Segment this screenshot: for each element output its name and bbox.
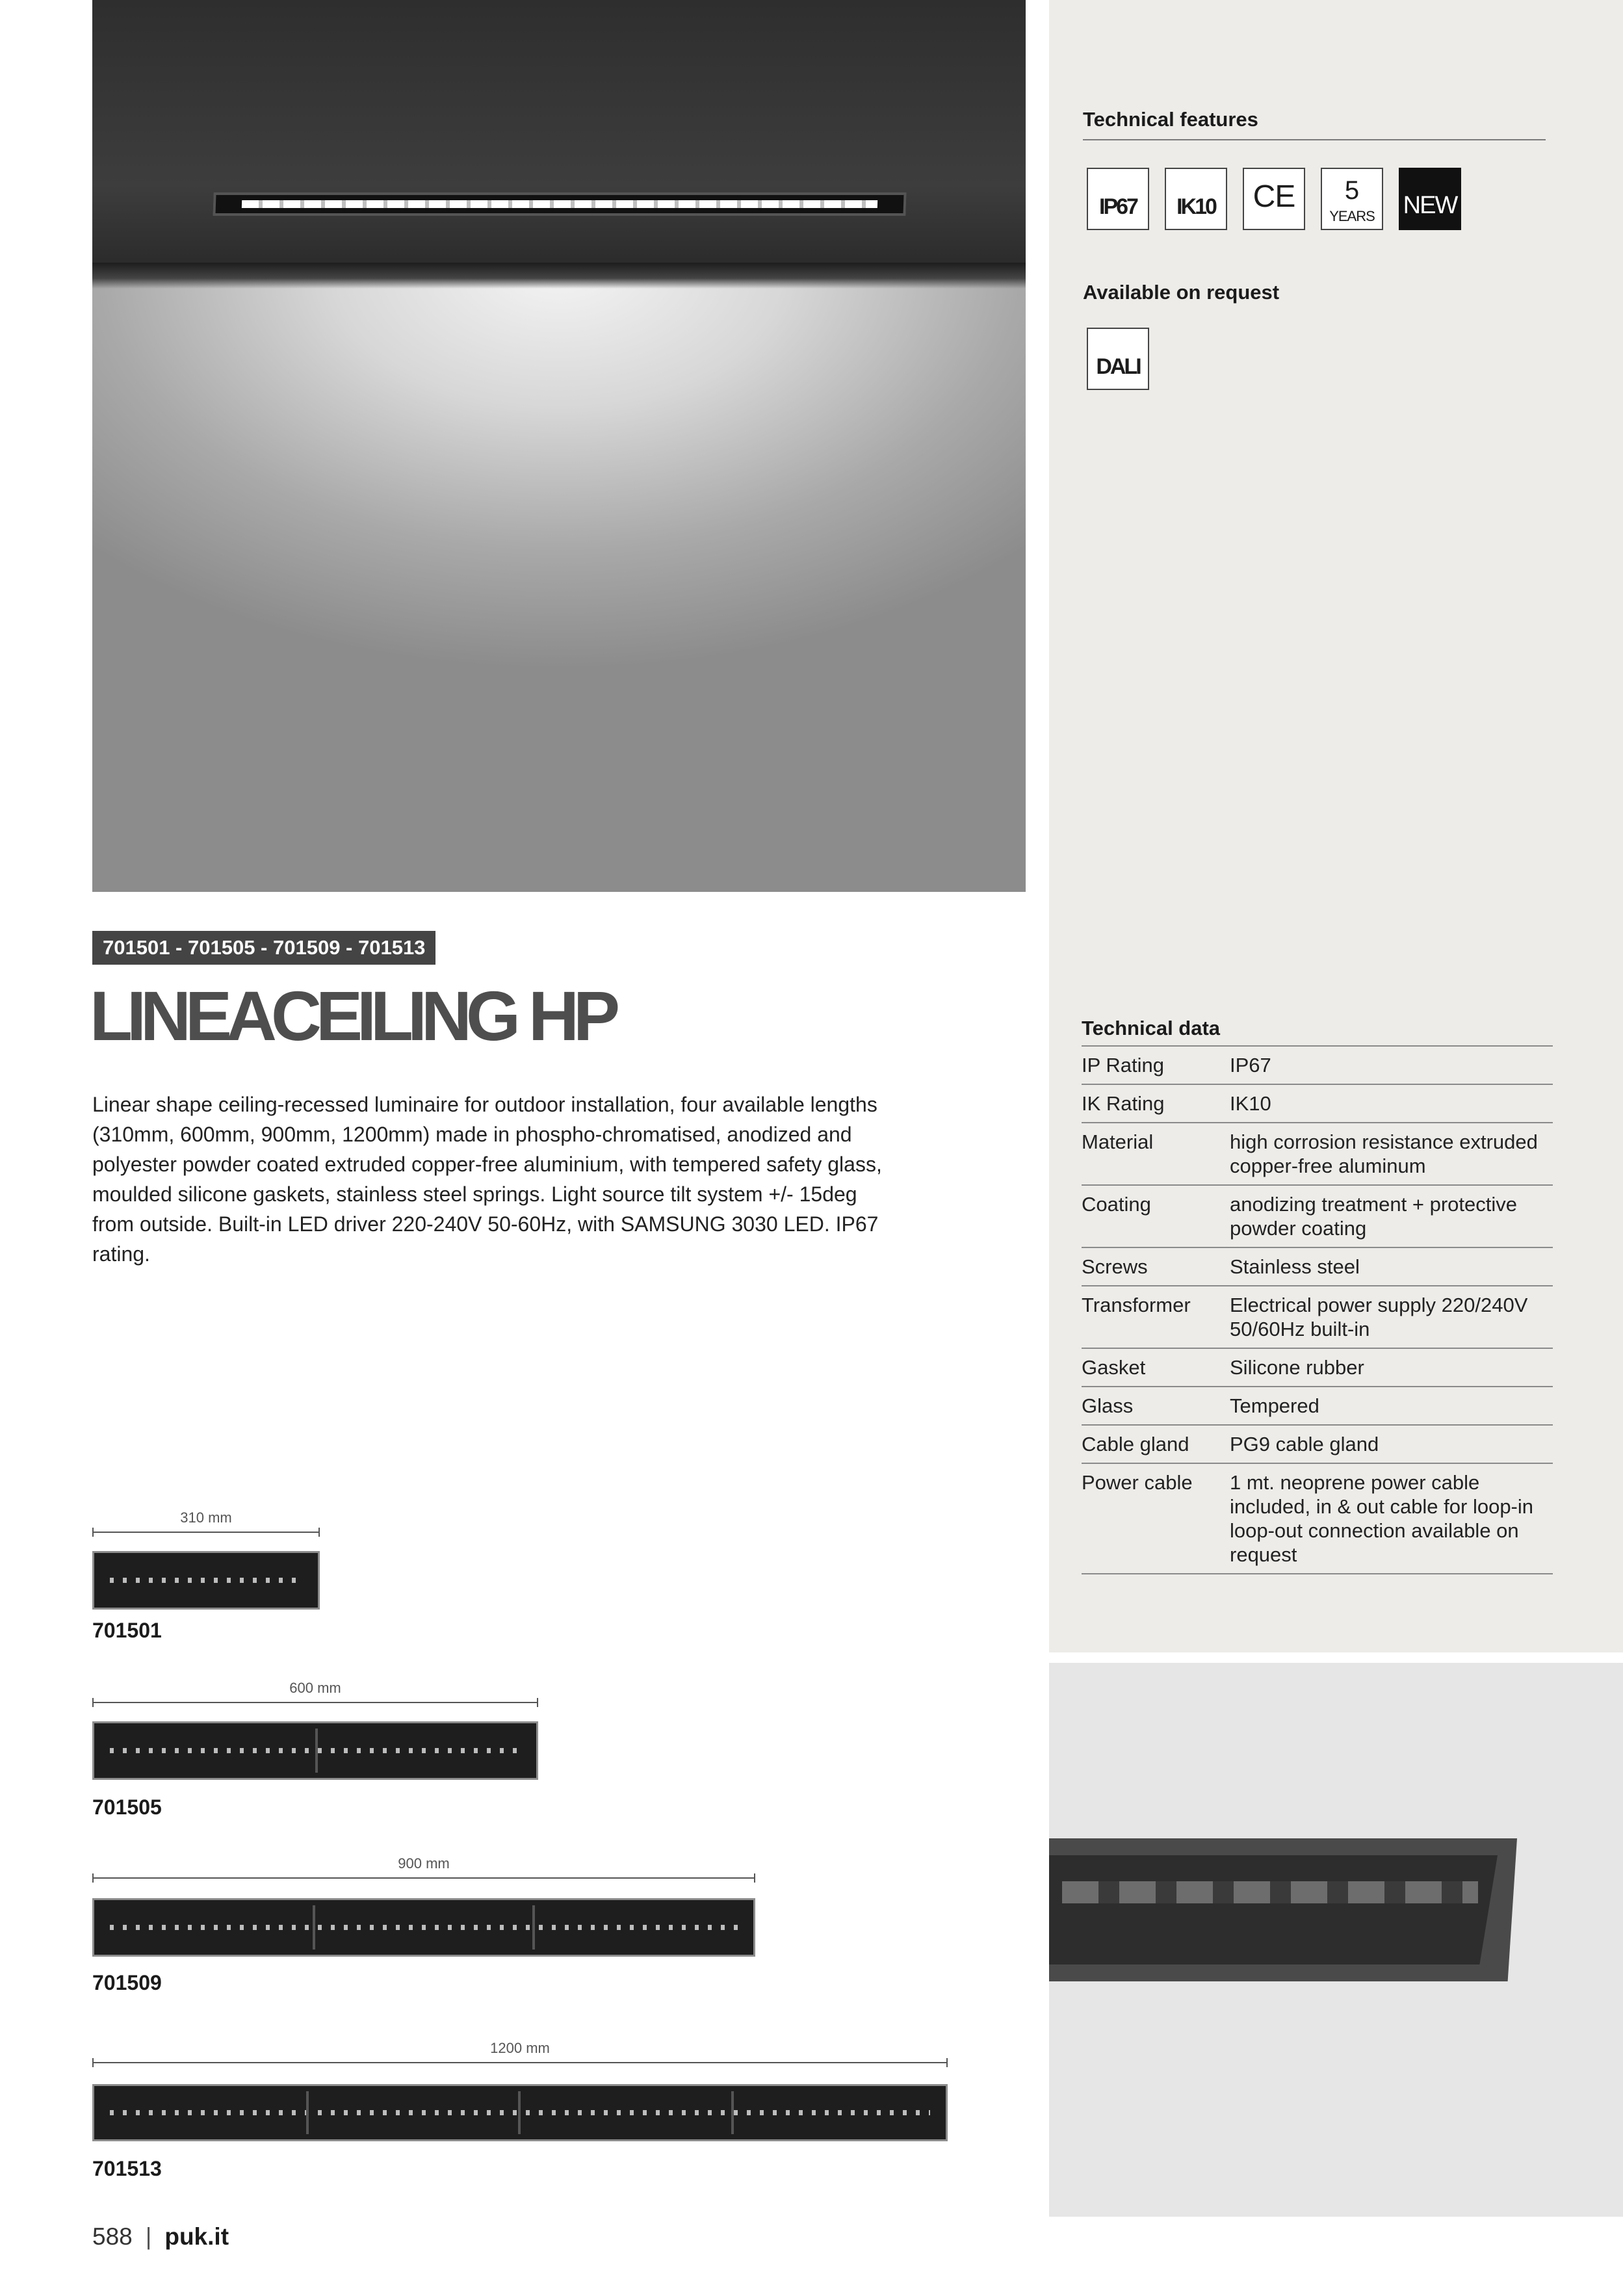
- product-title: LINEACEILING HP: [90, 976, 615, 1055]
- luminaire-900-drawing: [92, 1898, 755, 1957]
- table-row: Material high corrosion resistance extruded copper-free aluminum: [1082, 1123, 1553, 1185]
- luminaire-fixture: [213, 192, 906, 216]
- dimension-line-900: 900 mm: [92, 1859, 755, 1879]
- technical-data-table: [1082, 1045, 1553, 1574]
- table-row: Coating anodizing treatment + protective powder coating: [1082, 1185, 1553, 1247]
- ip67-icon: IP67: [1087, 168, 1149, 230]
- table-row: IK Rating IK10: [1082, 1084, 1553, 1123]
- luminaire-310-drawing: [92, 1551, 320, 1610]
- dali-icon: DALI: [1087, 328, 1149, 390]
- product-code-701501: 701501: [92, 1619, 162, 1642]
- site-link[interactable]: puk.it: [164, 2223, 229, 2250]
- features-rule: [1083, 139, 1546, 140]
- new-badge-icon: NEW: [1399, 168, 1461, 230]
- product-code-701513: 701513: [92, 2157, 162, 2180]
- dimension-line-600: 600 mm: [92, 1684, 538, 1703]
- table-row: Cable gland PG9 cable gland: [1082, 1425, 1553, 1463]
- product-codes-label: 701501 - 701505 - 701509 - 701513: [92, 931, 435, 965]
- technical-data-title: Technical data: [1082, 1017, 1221, 1039]
- luminaire-1200-drawing: [92, 2084, 948, 2141]
- product-code-701505: 701505: [92, 1795, 162, 1819]
- five-years-warranty-icon: 5 YEARS: [1321, 168, 1383, 230]
- table-row: IP Rating IP67: [1082, 1046, 1553, 1084]
- page-footer: [92, 2223, 229, 2250]
- ceiling-surface: [92, 0, 1026, 265]
- table-row: Screws Stainless steel: [1082, 1247, 1553, 1286]
- page-number: 588: [92, 2223, 133, 2250]
- table-row: Transformer Electrical power supply 220/240V 50/60Hz built-in: [1082, 1286, 1553, 1348]
- product-code-701509: 701509: [92, 1971, 162, 1994]
- table-row: Power cable 1 mt. neoprene power cable included, in & out cable for loop-in loop-out connection available on request: [1082, 1463, 1553, 1574]
- product-description: Linear shape ceiling-recessed luminaire for outdoor installation, four available lengths (310mm, 600mm, 900mm, 1200mm) made in phospho-chromatised, anodized and polyester powder coated extruded copper-free aluminium, with tempered safety glass, moulded silicone gaskets, stainless steel springs. Light source tilt system +/- 15deg from outside. Built-in LED driver 220-240V 50-60Hz, with SAMSUNG 3030 LED. IP67 rating.: [92, 1093, 882, 1266]
- dimension-line-1200: 1200 mm: [92, 2044, 948, 2063]
- dimension-line-310: 310 mm: [92, 1513, 320, 1533]
- table-row: Glass Tempered: [1082, 1387, 1553, 1425]
- luminaire-detail: [1049, 1838, 1517, 1981]
- technical-features-title: Technical features: [1083, 108, 1258, 131]
- luminaire-600-drawing: [92, 1721, 538, 1780]
- hero-photo: [92, 0, 1026, 892]
- available-on-request-title: Available on request: [1083, 281, 1280, 304]
- ce-mark-icon: CE: [1243, 168, 1305, 230]
- detail-photo: [1049, 1663, 1623, 2217]
- ceiling-edge: [92, 263, 1026, 289]
- footer-separator: |: [145, 2223, 152, 2250]
- ik10-icon: IK10: [1165, 168, 1227, 230]
- table-row: Gasket Silicone rubber: [1082, 1348, 1553, 1387]
